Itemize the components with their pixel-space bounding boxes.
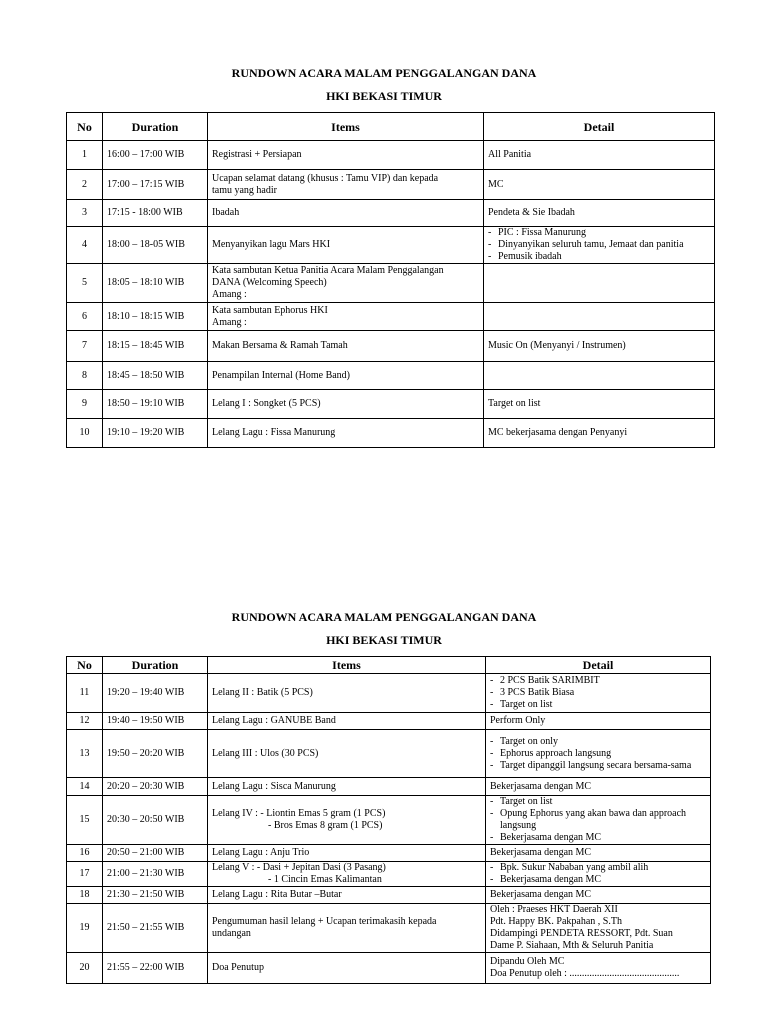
row-detail xyxy=(486,862,711,887)
item-line: Makan Bersama & Ramah Tamah xyxy=(212,340,348,351)
row-items xyxy=(208,419,484,448)
row-detail xyxy=(486,713,711,730)
detail-bullet: - 2 PCS Batik SARIMBIT xyxy=(490,675,706,687)
row-items xyxy=(208,227,484,264)
detail-bullet: - 3 PCS Batik Biasa xyxy=(490,687,706,699)
item-line: Amang : xyxy=(212,289,247,300)
table-row xyxy=(67,141,715,170)
row-items xyxy=(208,362,484,390)
row-duration: 18:05 – 18:10 WIB xyxy=(103,264,208,303)
detail-bullet: - Opung Ephorus yang akan bawa dan approach langsung xyxy=(490,808,706,832)
row-items xyxy=(208,303,484,331)
row-items xyxy=(208,713,486,730)
table-row xyxy=(67,713,711,730)
item-line: Ibadah xyxy=(212,207,240,218)
row-number: 5 xyxy=(67,264,103,303)
detail-line: Bekerjasama dengan MC xyxy=(490,780,592,792)
detail-line: Didampingi PENDETA RESSORT, Pdt. Suan xyxy=(490,928,673,939)
row-items xyxy=(208,887,486,904)
row-duration: 21:00 – 21:30 WIB xyxy=(103,862,208,887)
row-duration: 20:50 – 21:00 WIB xyxy=(103,845,208,862)
page-title: RUNDOWN ACARA MALAM PENGGALANGAN DANA xyxy=(231,66,537,80)
detail-line: Pdt. Happy BK. Pakpahan , S.Th xyxy=(490,916,622,927)
detail-line: Dipandu Oleh MC xyxy=(490,956,565,967)
detail-bullet: - Target on list xyxy=(490,796,706,808)
item-line: Pengumuman hasil lelang + Ucapan terimakasih kepada xyxy=(212,916,437,927)
row-duration: 17:15 - 18:00 WIB xyxy=(103,200,208,227)
row-items xyxy=(208,170,484,200)
header-no: No xyxy=(67,113,103,141)
row-number: 9 xyxy=(67,390,103,419)
detail-bullet: - Ephorus approach langsung xyxy=(490,748,706,760)
row-items xyxy=(208,778,486,796)
table-row xyxy=(67,390,715,419)
row-detail xyxy=(484,200,715,227)
item-line: Lelang V : - Dasi + Jepitan Dasi (3 Pasang) xyxy=(212,862,386,873)
detail-bullet: - Target on list xyxy=(490,699,706,711)
header-detail: Detail xyxy=(486,657,711,674)
row-detail xyxy=(484,141,715,170)
row-duration: 21:30 – 21:50 WIB xyxy=(103,887,208,904)
row-duration: 20:20 – 20:30 WIB xyxy=(103,778,208,796)
detail-bullet: - Bpk. Sukur Nababan yang ambil alih xyxy=(490,862,706,874)
header-no: No xyxy=(67,657,103,674)
detail-bullet: - Target on only xyxy=(490,736,706,748)
row-number: 12 xyxy=(67,713,103,730)
table-row xyxy=(67,904,711,953)
table-row xyxy=(67,730,711,778)
table-row xyxy=(67,953,711,984)
row-duration: 18:50 – 19:10 WIB xyxy=(103,390,208,419)
row-number: 8 xyxy=(67,362,103,390)
row-duration: 19:20 – 19:40 WIB xyxy=(103,674,208,713)
item-line: Menyanyikan lagu Mars HKI xyxy=(212,239,331,250)
detail-line: MC bekerjasama dengan Penyanyi xyxy=(488,427,628,438)
page-subtitle-2: HKI BEKASI TIMUR xyxy=(326,633,442,647)
row-detail xyxy=(486,674,711,713)
detail-line: Bekerjasama dengan MC xyxy=(490,889,592,900)
item-line: DANA (Welcoming Speech) xyxy=(212,277,327,288)
row-number: 14 xyxy=(67,778,103,796)
row-number: 2 xyxy=(67,170,103,200)
table-row xyxy=(67,796,711,845)
rundown-table-1 xyxy=(66,112,715,448)
detail-line: Oleh : Praeses HKT Daerah XII xyxy=(490,904,618,915)
row-number: 17 xyxy=(67,862,103,887)
row-number: 18 xyxy=(67,887,103,904)
detail-line: Target on list xyxy=(488,398,541,409)
item-line: Lelang Lagu : Sisca Manurung xyxy=(212,780,336,792)
header-items: Items xyxy=(208,113,484,141)
row-items xyxy=(208,730,486,778)
table-row xyxy=(67,419,715,448)
detail-bullet: - PIC : Fissa Manurung xyxy=(488,227,710,239)
row-duration: 21:50 – 21:55 WIB xyxy=(103,904,208,953)
item-subline: - 1 Cincin Emas Kalimantan xyxy=(268,874,382,885)
table-row xyxy=(67,170,715,200)
row-number: 15 xyxy=(67,796,103,845)
detail-bullet: - Bekerjasama dengan MC xyxy=(490,832,706,844)
table-row xyxy=(67,227,715,264)
row-duration: 19:40 – 19:50 WIB xyxy=(103,713,208,730)
table-row xyxy=(67,778,711,796)
detail-line: Bekerjasama dengan MC xyxy=(490,847,592,858)
header-duration: Duration xyxy=(103,657,208,674)
header-duration: Duration xyxy=(103,113,208,141)
rundown-table-2 xyxy=(66,656,711,984)
item-line: Lelang Lagu : Fissa Manurung xyxy=(212,427,336,438)
detail-line: MC xyxy=(488,178,504,190)
item-subline: - Bros Emas 8 gram (1 PCS) xyxy=(268,820,383,831)
row-detail xyxy=(486,953,711,984)
row-detail xyxy=(486,796,711,845)
item-line: Lelang III : Ulos (30 PCS) xyxy=(212,747,319,759)
row-duration: 19:50 – 20:20 WIB xyxy=(103,730,208,778)
table-row xyxy=(67,303,715,331)
row-items xyxy=(208,331,484,362)
item-line: Doa Penutup xyxy=(212,962,264,973)
item-line: Lelang II : Batik (5 PCS) xyxy=(212,687,313,698)
row-items xyxy=(208,862,486,887)
row-number: 19 xyxy=(67,904,103,953)
row-number: 1 xyxy=(67,141,103,170)
row-number: 4 xyxy=(67,227,103,264)
detail-bullet: - Target dipanggil langsung secara bersama-sama xyxy=(490,760,706,772)
table-row xyxy=(67,264,715,303)
row-duration: 18:00 – 18-05 WIB xyxy=(103,227,208,264)
row-duration: 17:00 – 17:15 WIB xyxy=(103,170,208,200)
item-line: Kata sambutan Ketua Panitia Acara Malam Penggalangan xyxy=(212,265,444,276)
item-line: undangan xyxy=(212,928,251,939)
row-items xyxy=(208,390,484,419)
table-row xyxy=(67,362,715,390)
row-detail xyxy=(486,778,711,796)
row-duration: 19:10 – 19:20 WIB xyxy=(103,419,208,448)
item-line: Lelang Lagu : GANUBE Band xyxy=(212,715,336,726)
row-detail xyxy=(484,362,715,390)
row-number: 11 xyxy=(67,674,103,713)
row-duration: 18:15 – 18:45 WIB xyxy=(103,331,208,362)
row-duration: 18:45 – 18:50 WIB xyxy=(103,362,208,390)
row-detail xyxy=(486,730,711,778)
row-items xyxy=(208,264,484,303)
item-line: Lelang Lagu : Rita Butar –Butar xyxy=(212,889,342,900)
table-row xyxy=(67,331,715,362)
row-detail xyxy=(484,331,715,362)
item-line: Lelang IV : - Liontin Emas 5 gram (1 PCS) xyxy=(212,808,386,819)
detail-line: Doa Penutup oleh : ............................................ xyxy=(490,968,680,979)
item-line: Penampilan Internal (Home Band) xyxy=(212,369,351,381)
row-detail xyxy=(484,419,715,448)
row-detail xyxy=(486,887,711,904)
page-subtitle: HKI BEKASI TIMUR xyxy=(326,89,442,103)
row-detail xyxy=(486,904,711,953)
detail-bullet: - Bekerjasama dengan MC xyxy=(490,874,706,886)
detail-line: Music On (Menyanyi / Instrumen) xyxy=(488,340,626,351)
row-items xyxy=(208,953,486,984)
table-row xyxy=(67,674,711,713)
row-items xyxy=(208,141,484,170)
row-items xyxy=(208,796,486,845)
row-duration: 16:00 – 17:00 WIB xyxy=(103,141,208,170)
row-duration: 20:30 – 20:50 WIB xyxy=(103,796,208,845)
detail-line: All Panitia xyxy=(488,149,532,160)
detail-bullet: - Pemusik ibadah xyxy=(488,251,710,263)
row-number: 13 xyxy=(67,730,103,778)
row-duration: 18:10 – 18:15 WIB xyxy=(103,303,208,331)
row-number: 7 xyxy=(67,331,103,362)
item-line: Kata sambutan Ephorus HKI xyxy=(212,304,328,316)
row-number: 16 xyxy=(67,845,103,862)
detail-line: Perform Only xyxy=(490,715,546,726)
table-row xyxy=(67,200,715,227)
row-detail xyxy=(484,227,715,264)
header-items: Items xyxy=(208,657,486,674)
page-title-2: RUNDOWN ACARA MALAM PENGGALANGAN DANA xyxy=(231,610,537,624)
item-line: Ucapan selamat datang (khusus : Tamu VIP) dan kepada xyxy=(212,172,439,184)
row-detail xyxy=(486,845,711,862)
detail-line: Pendeta & Sie Ibadah xyxy=(488,207,575,218)
row-duration: 21:55 – 22:00 WIB xyxy=(103,953,208,984)
header-detail: Detail xyxy=(484,113,715,141)
row-number: 6 xyxy=(67,303,103,331)
row-items xyxy=(208,200,484,227)
table-row xyxy=(67,862,711,887)
item-line: tamu yang hadir xyxy=(212,184,277,196)
table-row xyxy=(67,887,711,904)
detail-line: Dame P. Siahaan, Mth & Seluruh Panitia xyxy=(490,940,654,951)
row-items xyxy=(208,845,486,862)
row-number: 20 xyxy=(67,953,103,984)
item-line: Amang : xyxy=(212,316,247,328)
row-number: 3 xyxy=(67,200,103,227)
detail-bullet: - Dinyanyikan seluruh tamu, Jemaat dan panitia xyxy=(488,239,710,251)
row-number: 10 xyxy=(67,419,103,448)
row-detail xyxy=(484,170,715,200)
row-items xyxy=(208,674,486,713)
item-line: Lelang Lagu : Anju Trio xyxy=(212,847,310,858)
item-line: Registrasi + Persiapan xyxy=(212,149,302,160)
row-detail xyxy=(484,264,715,303)
row-detail xyxy=(484,303,715,331)
row-items xyxy=(208,904,486,953)
item-line: Lelang I : Songket (5 PCS) xyxy=(212,398,321,409)
row-detail xyxy=(484,390,715,419)
table-row xyxy=(67,845,711,862)
